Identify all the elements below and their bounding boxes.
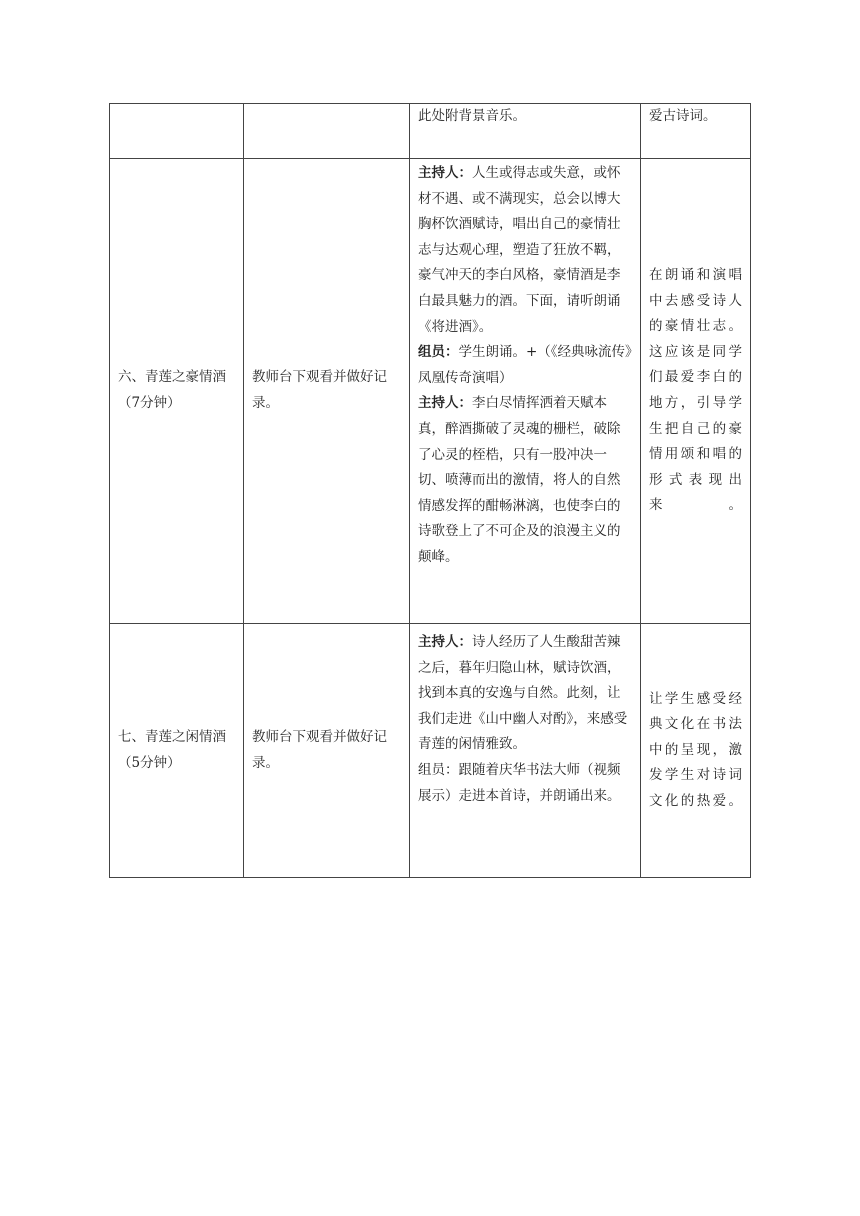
speaker-label: 组员： [418,344,459,361]
design-intent-cell: 爱古诗词。 [641,104,751,159]
activity-paragraph: 此处附背景音乐。 [418,108,526,124]
teacher-activity-cell: 教师台下观看并做好记录。 [244,624,410,878]
activity-paragraph: 组员：学生朗诵。+（《经典咏流传》凤凰传奇演唱） [418,344,632,386]
activity-paragraph: 主持人：李白尽情挥洒着天赋本真，醉酒撕破了灵魂的栅栏，破除了心灵的桎梏，只有一股冲决一切、喷薄而出的激情，将人的自然情感发挥的酣畅淋漓，也使李白的诗歌登上了不可企及的浪漫主义的颠峰。 [418,395,621,565]
design-intent-cell: 让学生感受经典文化在书法中的呈现，激发学生对诗词文化的热爱。 [641,624,751,878]
teacher-activity-cell [244,104,410,159]
student-activity-cell [410,159,641,624]
student-activity-cell [410,624,641,878]
table-row [110,159,751,624]
design-intent-cell: 在朗诵和演唱中去感受诗人的豪情壮志。这应该是同学们最爱李白的地方，引导学生把自己的豪情用颂和唱的形式表现出来。 [641,159,751,624]
lesson-plan-table [109,103,751,878]
stage-cell: 六、青莲之豪情酒（7分钟） [110,159,244,624]
activity-paragraph: 组员：跟随着庆华书法大师（视频展示）走进本首诗，并朗诵出来。 [418,761,621,804]
activity-paragraph: 主持人：人生或得志或失意，或怀材不遇、或不满现实，总会以博大胸杯饮酒赋诗，唱出自己的豪情壮志与达观心理，塑造了狂放不羁，豪气冲天的李白风格，豪情酒是李白最具魅力的酒。下面，请听朗诵《将进酒》。 [418,165,621,335]
student-activity-cell [410,104,641,159]
stage-cell: 七、青莲之闲情酒（5分钟） [110,624,244,878]
speaker-label: 主持人： [418,395,472,412]
table-row [110,624,751,878]
speaker-label: 主持人： [418,165,472,181]
teacher-activity-cell: 教师台下观看并做好记录。 [244,159,410,624]
table-row [110,104,751,159]
speaker-label: 主持人： [418,634,472,650]
activity-paragraph: 主持人：诗人经历了人生酸甜苦辣之后，暮年归隐山林，赋诗饮酒，找到本真的安逸与自然。此刻，让我们走进《山中幽人对酌》，来感受青莲的闲情雅致。 [418,634,628,753]
stage-cell [110,104,244,159]
